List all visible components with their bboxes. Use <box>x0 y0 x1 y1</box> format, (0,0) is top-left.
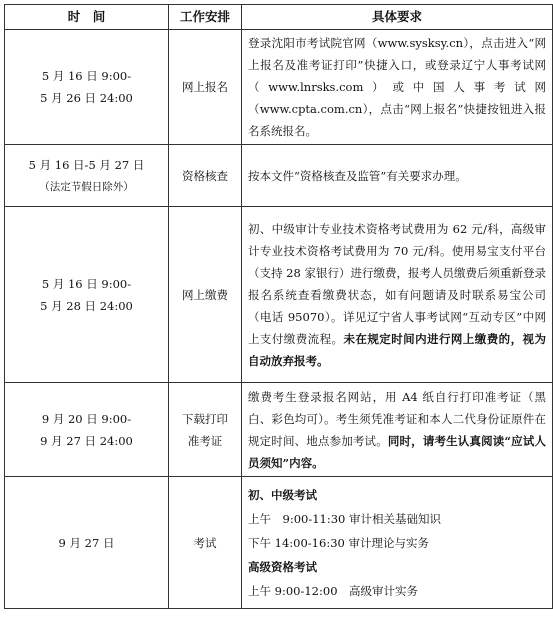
time-cell: 9 月 20 日 9:00- 9 月 27 日 24:00 <box>5 383 169 477</box>
requirement-cell <box>242 477 553 609</box>
time-cell: 5 月 16 日 9:00- 5 月 26 日 24:00 <box>5 30 169 145</box>
table-row <box>5 207 553 383</box>
table-row <box>5 477 553 609</box>
exam-section-heading: 高级资格考试 <box>248 559 317 574</box>
requirement-notice: 同时，请考生认真阅读“应试人员须知”内容。 <box>248 433 546 470</box>
table-header-row <box>5 5 553 30</box>
task-cell: 考试 <box>169 477 242 609</box>
task-cell: 下载打印 准考证 <box>169 383 242 477</box>
requirement-cell: 初、中级审计专业技术资格考试费用为 62 元/科，高级审计专业技术资格考试费用为 70 元/科。使用易宝支付平台（支持 28 家银行）进行缴费，报考人员缴费后须重新登录报名系统查看缴费状态，如有问题请及时联系易宝公司（电话 95070）。详见辽宁省人事考试网“互动专区”中网上支付缴费流程。未在规定时间内进行网上缴费的，视为自动放弃报考。 <box>242 207 553 383</box>
header-time: 时 间 <box>5 5 169 30</box>
exam-session: 下午 14:00-16:30 审计理论与实务 <box>248 535 429 550</box>
header-requirements: 具体要求 <box>242 5 553 30</box>
task-cell: 网上缴费 <box>169 207 242 383</box>
exam-session: 上午 9:00-12:00 高级审计实务 <box>248 583 419 598</box>
table-row <box>5 30 553 145</box>
time-cell: 9 月 27 日 <box>5 477 169 609</box>
table-row <box>5 145 553 207</box>
requirement-cell: 按本文件“资格核查及监管”有关要求办理。 <box>242 145 553 207</box>
time-cell: 5 月 16 日-5 月 27 日 （法定节假日除外） <box>5 145 169 207</box>
task-cell: 网上报名 <box>169 30 242 145</box>
header-task: 工作安排 <box>169 5 242 30</box>
requirement-cell: 登录沈阳市考试院官网（www.sysksy.cn），点击进入“网上报名及准考证打印”快捷入口，或登录辽宁人事考试网（www.lnrsks.com）或中国人事考试网（www.cpta.com.cn），点击“网上报名”快捷按钮进入报名系统报名。 <box>242 30 553 145</box>
table-row <box>5 383 553 477</box>
requirement-cell: 缴费考生登录报名网站，用 A4 纸自行打印准考证（黑白、彩色均可）。考生须凭准考证和本人二代身份证原件在规定时间、地点参加考试。同时，请考生认真阅读“应试人员须知”内容。 <box>242 383 553 477</box>
exam-session: 上午 9:00-11:30 审计相关基础知识 <box>248 511 442 526</box>
task-cell: 资格核查 <box>169 145 242 207</box>
schedule-table <box>4 4 553 609</box>
requirement-warning: 未在规定时间内进行网上缴费的，视为自动放弃报考。 <box>248 331 546 368</box>
schedule-table-wrapper <box>4 4 549 609</box>
time-cell: 5 月 16 日 9:00- 5 月 28 日 24:00 <box>5 207 169 383</box>
exam-section-heading: 初、中级考试 <box>248 487 317 502</box>
